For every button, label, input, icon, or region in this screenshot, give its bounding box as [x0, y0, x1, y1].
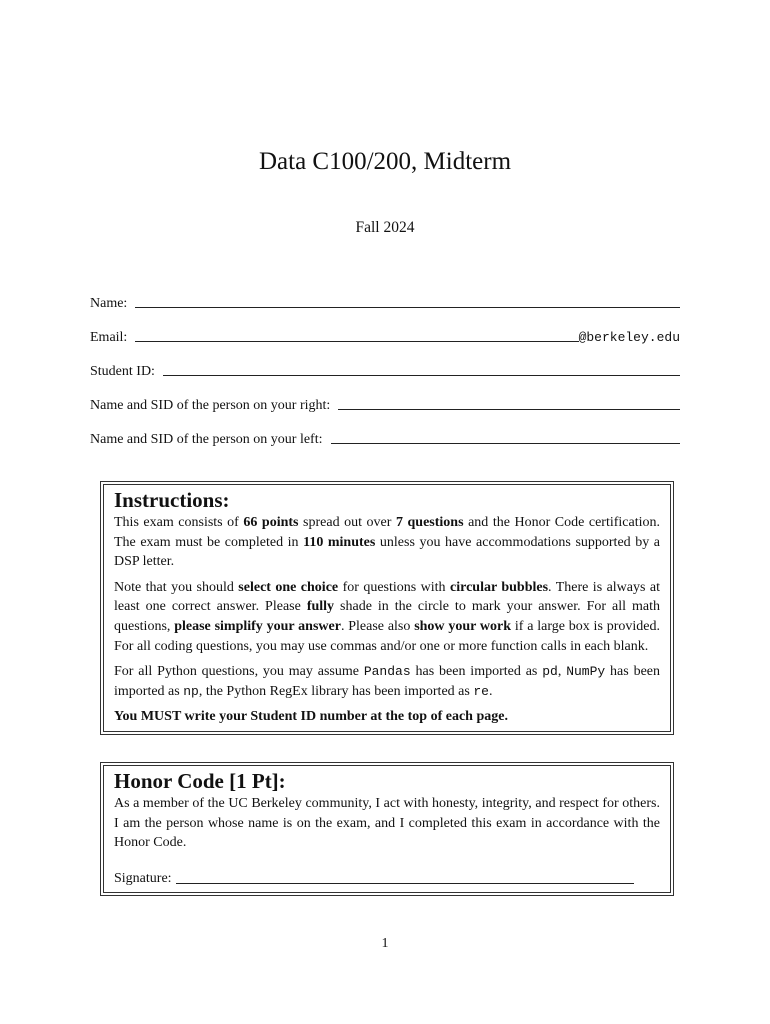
- email-line[interactable]: [135, 329, 578, 342]
- signature-label: Signature:: [114, 870, 172, 886]
- instructions-paragraph-2: Note that you should select one choice for questions with circular bubbles. There is always at least one correct answer. Please fully shade in the circle to mark your answer. For all math questions, please simplify your answer. Please also show your work if a large box is provided. For all coding questions, you may use commas and/or one or more function calls in each blank.: [114, 579, 660, 654]
- instructions-paragraph-1: This exam consists of 66 points spread out over 7 questions and the Honor Code certification. The exam must be completed in 110 minutes unless you have accommodations supported by a DSP letter.: [114, 515, 660, 570]
- right-neighbor-line[interactable]: [338, 397, 680, 410]
- student-id-label: Student ID:: [90, 364, 155, 379]
- exam-term: Fall 2024: [355, 219, 415, 236]
- left-neighbor-line[interactable]: [331, 431, 681, 444]
- email-suffix: @berkeley.edu: [578, 330, 680, 345]
- honor-code-box: [100, 762, 674, 896]
- signature-line[interactable]: [176, 871, 634, 884]
- name-field[interactable]: [90, 292, 680, 312]
- email-field[interactable]: [90, 326, 680, 346]
- instructions-heading: Instructions:: [114, 488, 230, 512]
- name-line[interactable]: [135, 295, 680, 308]
- right-neighbor-field[interactable]: [90, 394, 680, 414]
- right-neighbor-label: Name and SID of the person on your right:: [90, 398, 331, 413]
- student-id-line[interactable]: [163, 363, 680, 376]
- left-neighbor-label: Name and SID of the person on your left:: [90, 432, 323, 447]
- page-number: 1: [381, 936, 389, 951]
- signature-field[interactable]: [114, 869, 634, 889]
- left-neighbor-field[interactable]: [90, 428, 680, 448]
- instructions-box: [100, 481, 674, 735]
- honor-code-text: As a member of the UC Berkeley community, I act with honesty, integrity, and respect for others. I am the person whose name is on the exam, and I completed this exam in accordance with the Honor Code.: [114, 796, 660, 851]
- instructions-paragraph-3: For all Python questions, you may assume Pandas has been imported as pd, NumPy has been imported as np, the Python RegEx library has been imported as re.: [114, 664, 661, 699]
- email-label: Email:: [90, 330, 128, 345]
- honor-code-heading: Honor Code [1 Pt]:: [114, 769, 286, 793]
- name-label: Name:: [90, 296, 128, 311]
- exam-title: Data C100/200, Midterm: [258, 148, 512, 175]
- instructions-paragraph-4: You MUST write your Student ID number at the top of each page.: [114, 709, 508, 725]
- student-id-field[interactable]: [90, 360, 680, 380]
